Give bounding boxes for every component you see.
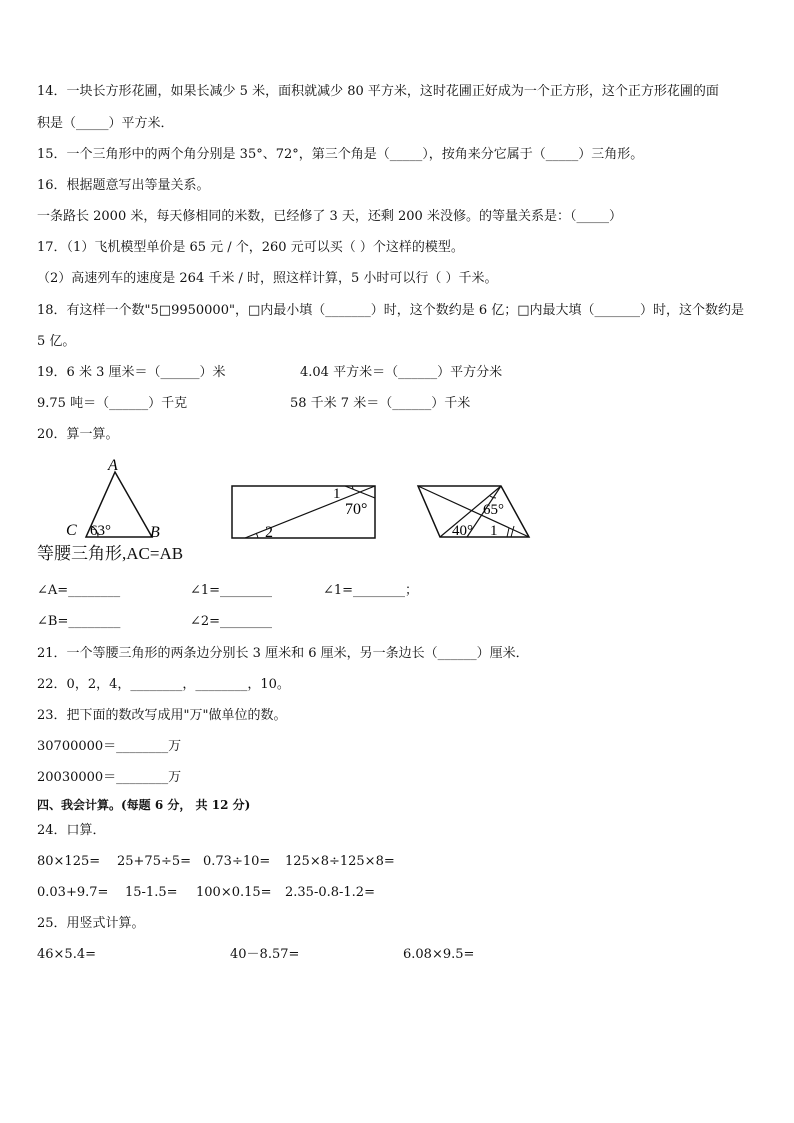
vertex-a-label: A xyxy=(108,457,118,474)
q19-b: 4.04 平方米＝（______）平方分米 xyxy=(300,365,503,380)
q15-text: 15．一个三角形中的两个角分别是 35°、72°，第三个角是（_____），按角来分它属于（_____）三角形。 xyxy=(37,147,644,162)
q16-line2: 一条路长 2000 米，每天修相同的米数，已经修了 3 天，还剩 200 米没修。的等量关系是：（_____） xyxy=(37,209,622,224)
vertex-b-label: B xyxy=(150,524,160,541)
q20-answer-1b: ∠1=________； xyxy=(323,583,419,598)
q20-answer-1a: ∠1=________ xyxy=(190,583,273,598)
q18-line1: 18．有这样一个数"5□9950000"，□内最小填（_______）时，这个数约是 6 亿；□内最大填（_______）时，这个数约是 xyxy=(37,303,745,318)
q24-r2c2: 15-1.5= xyxy=(125,885,178,900)
angle-70-label: 70° xyxy=(345,501,368,518)
triangle-caption: 等腰三角形,AC=AB xyxy=(37,544,184,563)
q19-c: 9.75 吨＝（______）千克 xyxy=(37,396,188,411)
q20-answer-b: ∠B=________ xyxy=(37,614,121,629)
angle-2-label: 2 xyxy=(265,524,273,541)
q24-r2c3: 100×0.15= xyxy=(196,885,272,900)
q21-text: 21．一个等腰三角形的两条边分别长 3 厘米和 6 厘米，另一条边长（______）厘米． xyxy=(37,646,529,661)
q25-item1: 46×5.4= xyxy=(37,947,97,962)
q17-line1: 17．（1）飞机模型单价是 65 元 / 个，260 元可以买（ ）个这样的模型。 xyxy=(37,240,464,255)
q25-item3: 6.08×9.5= xyxy=(403,947,475,962)
q25-title: 25．用竖式计算。 xyxy=(37,916,145,931)
angle-1-label: 1 xyxy=(333,486,341,502)
q19-a: 19．6 米 3 厘米＝（______）米 xyxy=(37,365,226,380)
q17-line2: （2）高速列车的速度是 264 千米 / 时，照这样计算，5 小时可以行（ ）千米。 xyxy=(37,271,498,286)
angle-65-label: 65° xyxy=(483,502,504,518)
q25-item2: 40－8.57= xyxy=(230,947,300,962)
q16-line1: 16．根据题意写出等量关系。 xyxy=(37,178,210,193)
q22-text: 22．0，2，4，________，________，10。 xyxy=(37,677,290,692)
q18-line2: 5 亿。 xyxy=(37,334,76,349)
rectangle-figure xyxy=(225,478,385,544)
angle-63-label: 63° xyxy=(90,523,111,539)
q24-r1c4: 125×8÷125×8= xyxy=(285,854,395,869)
q23-a: 30700000＝________万 xyxy=(37,739,182,754)
angle-1b-label: 1 xyxy=(490,523,498,539)
angle-40-label: 40° xyxy=(452,523,473,539)
q20-answer-2: ∠2=________ xyxy=(190,614,273,629)
q14-line1: 14．一块长方形花圃，如果长减少 5 米，面积就减少 80 平方米，这时花圃正好成为一个正方形，这个正方形花圃的面 xyxy=(37,84,719,99)
parallelogram-figure xyxy=(412,478,537,544)
vertex-c-label: C xyxy=(66,522,77,539)
q24-r1c1: 80×125= xyxy=(37,854,101,869)
q24-r1c2: 25+75÷5= xyxy=(117,854,192,869)
q20-title: 20．算一算。 xyxy=(37,427,119,442)
q23-b: 20030000＝________万 xyxy=(37,770,182,785)
q14-line2: 积是（_____）平方米． xyxy=(37,116,174,131)
q23-title: 23．把下面的数改写成用"万"做单位的数。 xyxy=(37,708,287,723)
q24-r2c1: 0.03+9.7= xyxy=(37,885,109,900)
q24-title: 24．口算． xyxy=(37,823,106,838)
q24-r2c4: 2.35-0.8-1.2= xyxy=(285,885,375,900)
triangle-figure xyxy=(60,455,180,543)
q20-answer-a: ∠A=________ xyxy=(37,583,121,598)
q24-r1c3: 0.73÷10= xyxy=(203,854,271,869)
q19-d: 58 千米 7 米＝（______）千米 xyxy=(290,396,471,411)
section-4-heading: 四、我会计算。(每题 6 分， 共 12 分) xyxy=(37,798,251,812)
